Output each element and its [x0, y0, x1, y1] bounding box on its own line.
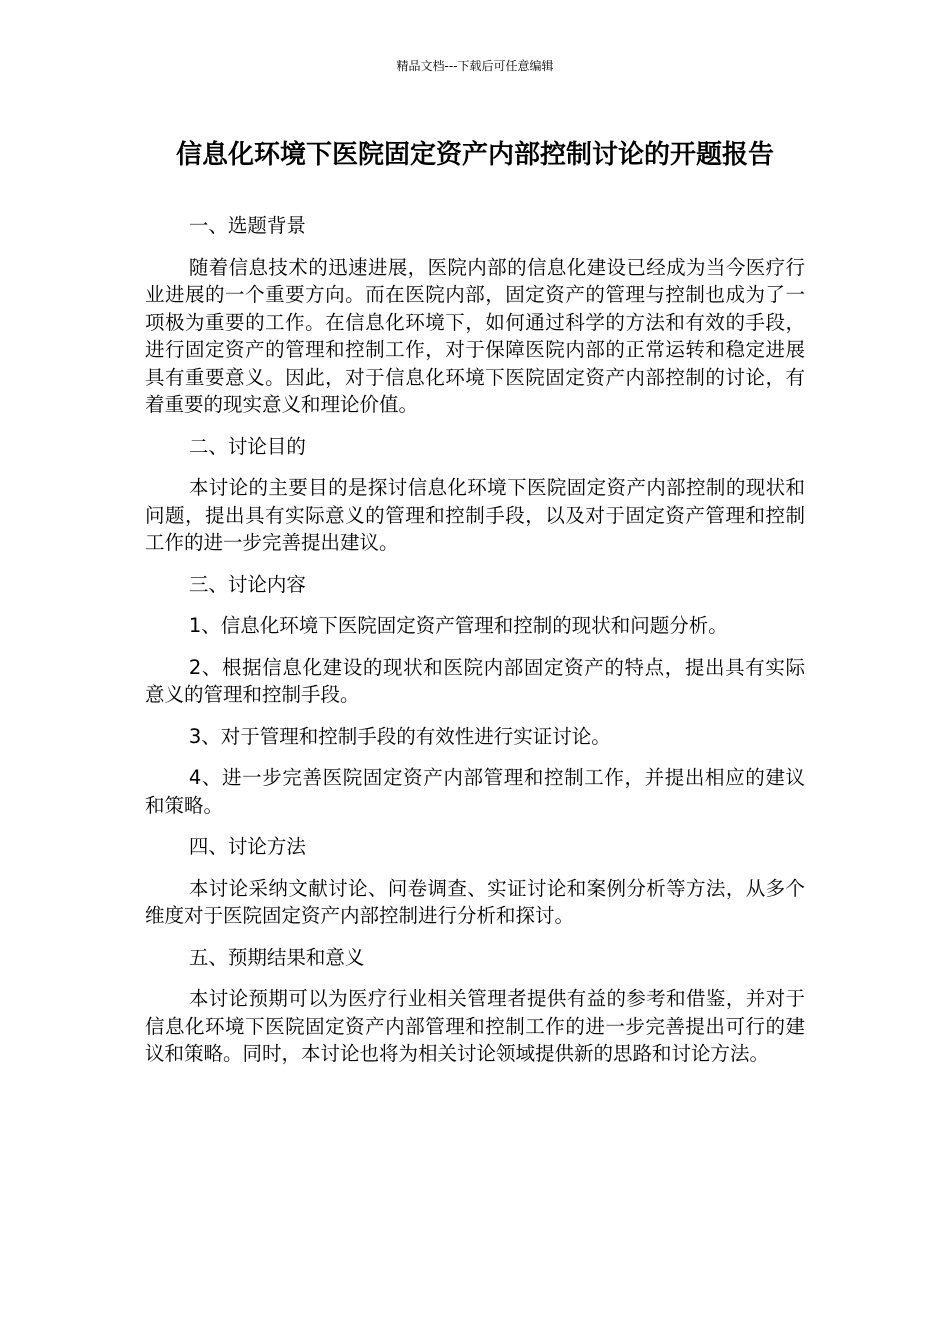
section-heading-background: 一、选题背景 [188, 214, 306, 237]
paragraph-purpose: 本讨论的主要目的是探讨信息化环境下医院固定资产内部控制的现状和问题，提出具有实际意义的管理和控制手段，以及对于固定资产管理和控制工作的进一步完善提出建议。 [145, 476, 805, 554]
content-item-3: 3、对于管理和控制手段的有效性进行实证讨论。 [188, 724, 611, 748]
section-heading-purpose: 二、讨论目的 [188, 434, 306, 458]
section-heading-content: 三、讨论内容 [188, 572, 306, 596]
document-body [145, 212, 805, 1082]
section-heading-method: 四、讨论方法 [188, 835, 306, 858]
paragraph-method: 本讨论采纳文献讨论、问卷调查、实证讨论和案例分析等方法，从多个维度对于医院固定资产内部控制进行分析和探讨。 [145, 876, 805, 927]
content-item-1: 1、信息化环境下医院固定资产管理和控制的现状和问题分析。 [188, 614, 728, 637]
content-item-4: 4、进一步完善医院固定资产内部管理和控制工作，并提出相应的建议和策略。 [145, 766, 805, 817]
paragraph-background: 随着信息技术的迅速进展，医院内部的信息化建设已经成为当今医疗行业进展的一个重要方向。而在医院内部，固定资产的管理与控制也成为了一项极为重要的工作。在信息化环境下，如何通过科学的方法和有效的手段，进行固定资产的管理和控制工作，对于保障医院内部的正常运转和稳定进展具有重要意义。因此，对于信息化环境下医院固定资产内部控制的讨论，有着重要的现实意义和理论价值。 [145, 255, 805, 416]
paragraph-results: 本讨论预期可以为医疗行业相关管理者提供有益的参考和借鉴，并对于信息化环境下医院固定资产内部管理和控制工作的进一步完善提出可行的建议和策略。同时，本讨论也将为相关讨论领域提供新的思路和讨论方法。 [145, 987, 805, 1065]
document-title: 信息化环境下医院固定资产内部控制讨论的开题报告 [175, 140, 774, 170]
header-note: 精品文档---下载后可任意编辑 [396, 59, 554, 73]
content-item-2: 2、根据信息化建设的现状和医院内部固定资产的特点，提出具有实际意义的管理和控制手段。 [145, 655, 805, 706]
section-heading-results: 五、预期结果和意义 [188, 945, 365, 969]
